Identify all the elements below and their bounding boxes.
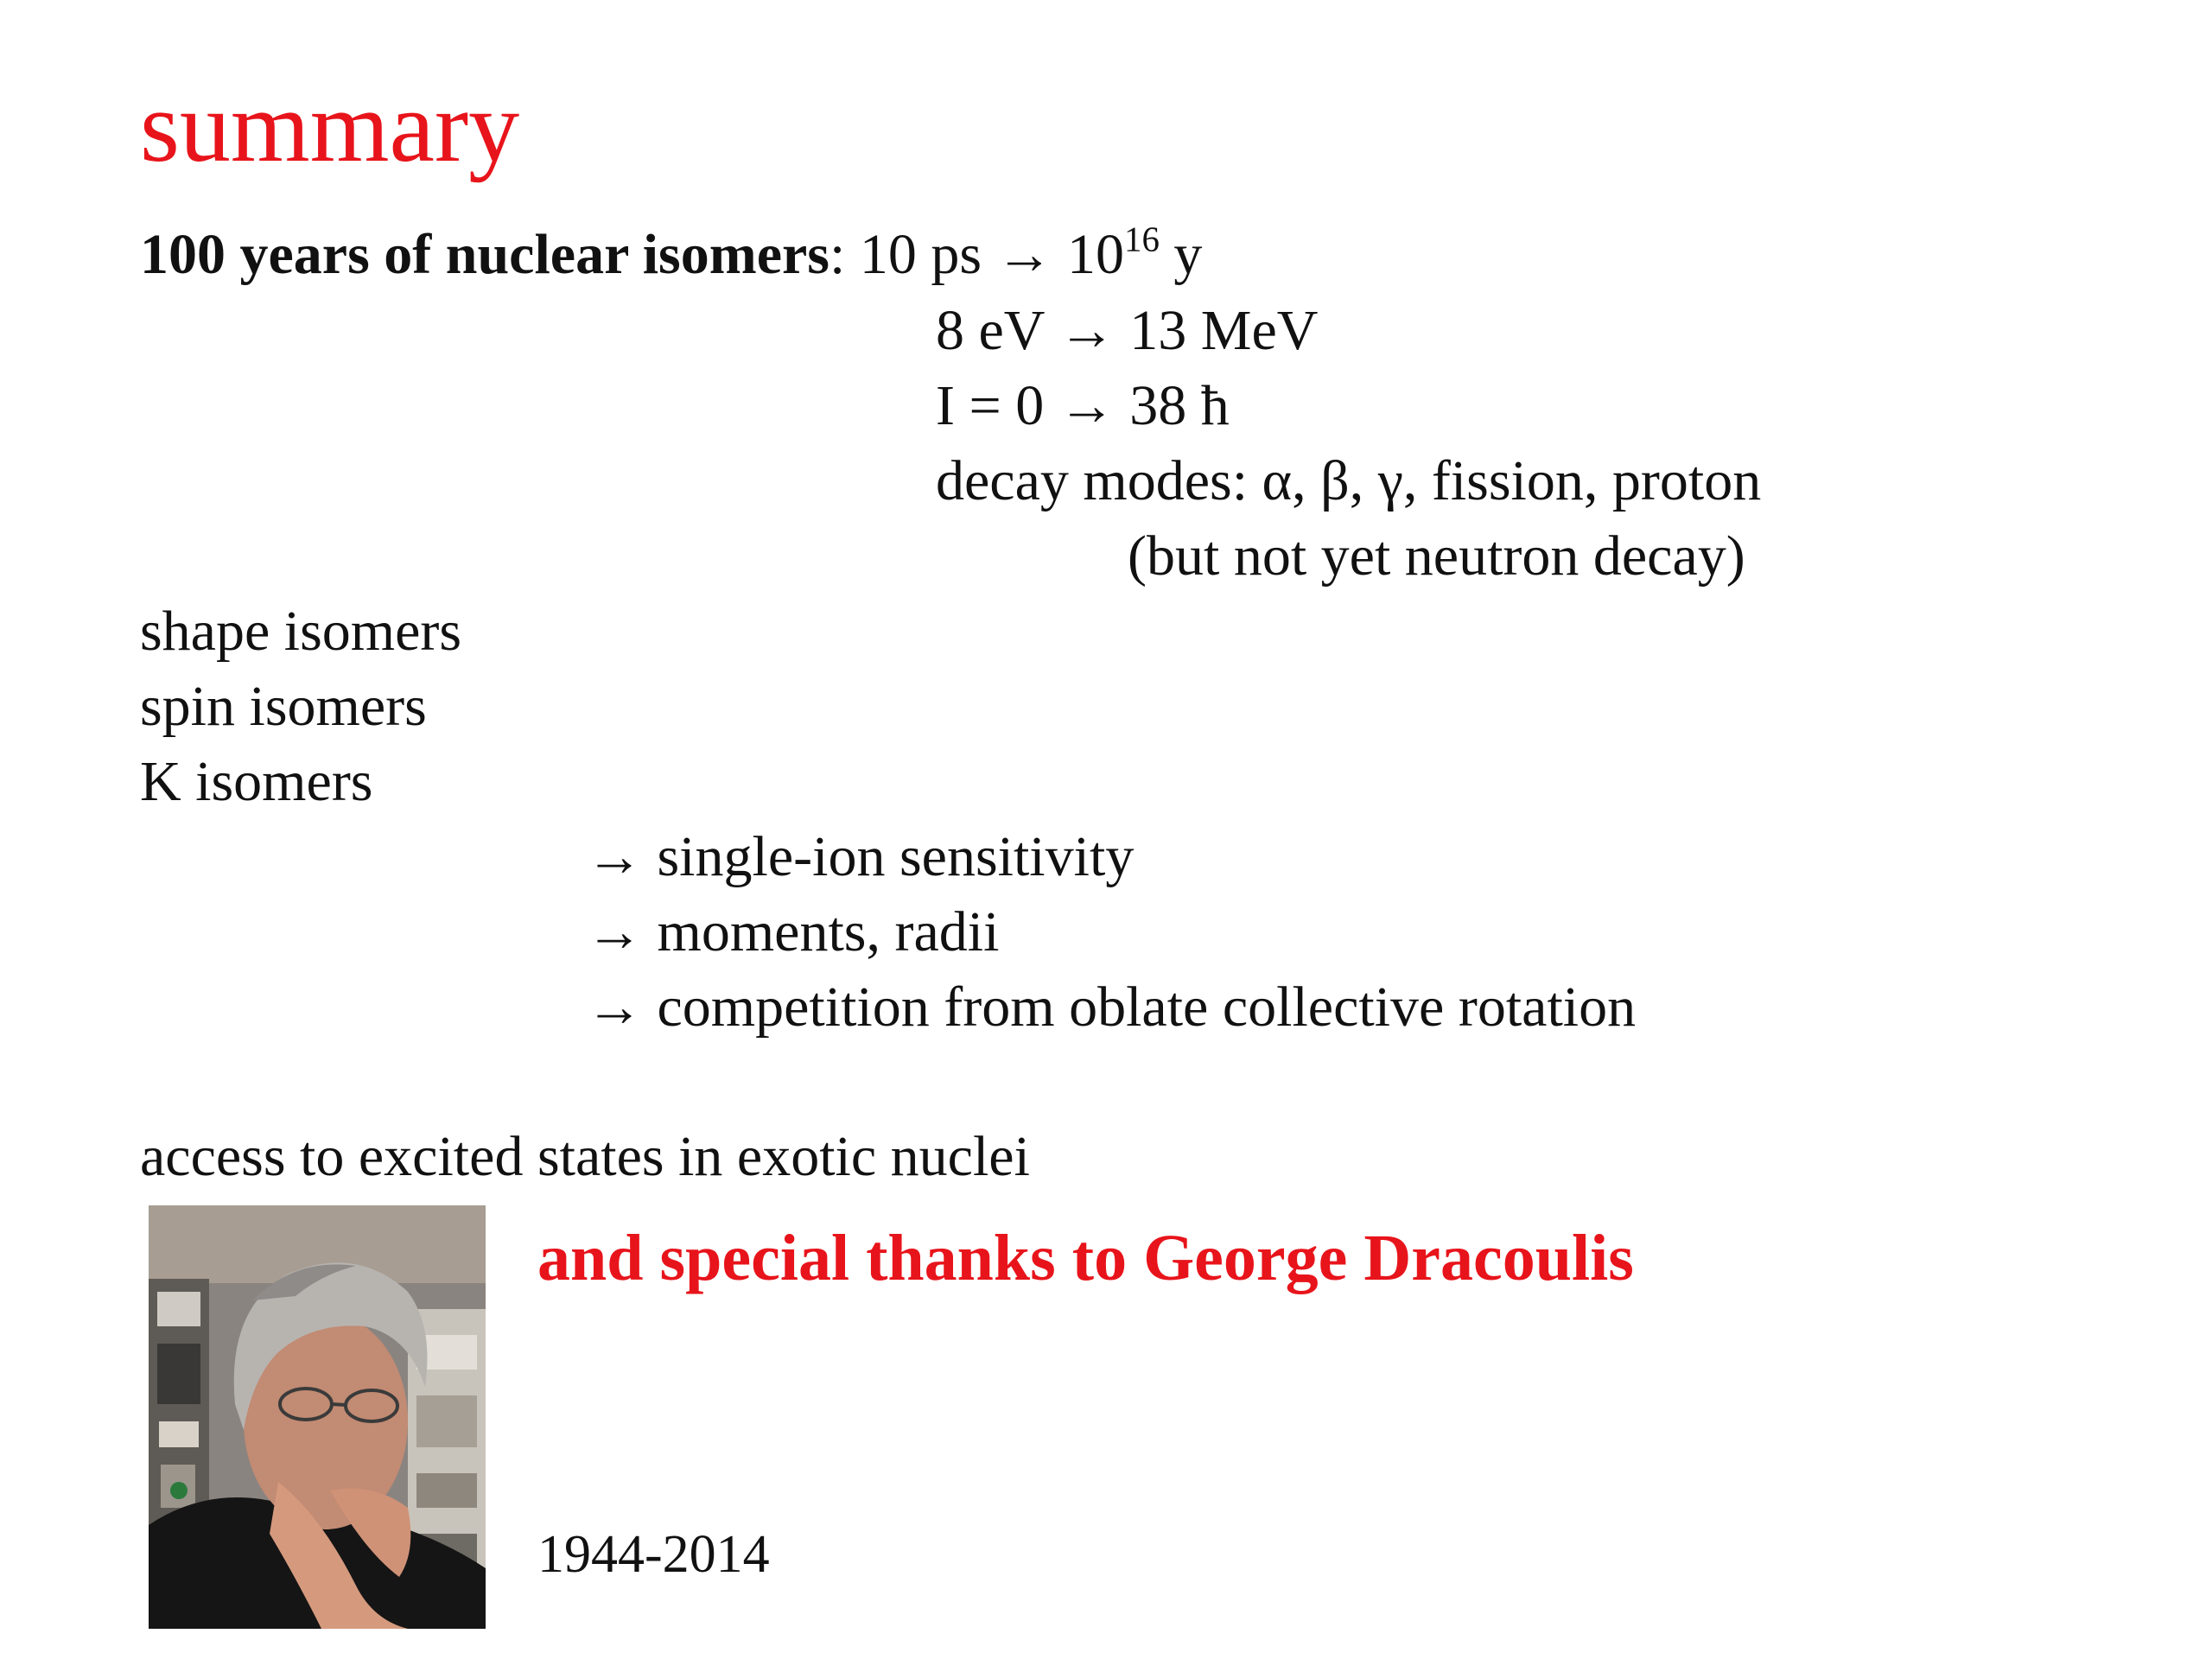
arrow-icon: → [995, 223, 1053, 286]
lifetime-from: 10 ps [859, 223, 982, 286]
heading-colon: : [829, 223, 846, 286]
energy-range: 8 eV → 13 MeV [936, 299, 1319, 362]
isomers-headline [140, 219, 1203, 286]
isomer-type-shape: shape isomers [140, 600, 462, 663]
decay-note: (but not yet neutron decay) [1128, 524, 1745, 588]
isomers-heading: 100 years of nuclear isomers [140, 223, 830, 286]
acknowledgement: and special thanks to George Dracoulis [537, 1222, 1634, 1294]
spin-range: I = 0 → 38 ħ [936, 374, 1230, 437]
access-statement: access to excited states in exotic nuclei [140, 1125, 1030, 1188]
lifetime-exponent: 16 [1124, 219, 1160, 259]
slide-title: summary [140, 70, 520, 183]
isomer-type-spin: spin isomers [140, 675, 427, 738]
portrait-image [149, 1205, 486, 1629]
decay-modes: decay modes: α, β, γ, fission, proton [936, 449, 1762, 512]
point-moments-radii: → moments, radii [586, 900, 1000, 963]
isomer-type-k: K isomers [140, 750, 373, 813]
point-single-ion: → single-ion sensitivity [586, 825, 1135, 888]
life-years: 1944-2014 [537, 1525, 770, 1584]
portrait-photo [149, 1205, 486, 1629]
point-oblate-competition: → competition from oblate collective rotation [586, 976, 1637, 1039]
lifetime-to: $10^{16}$ y [1067, 219, 1203, 286]
